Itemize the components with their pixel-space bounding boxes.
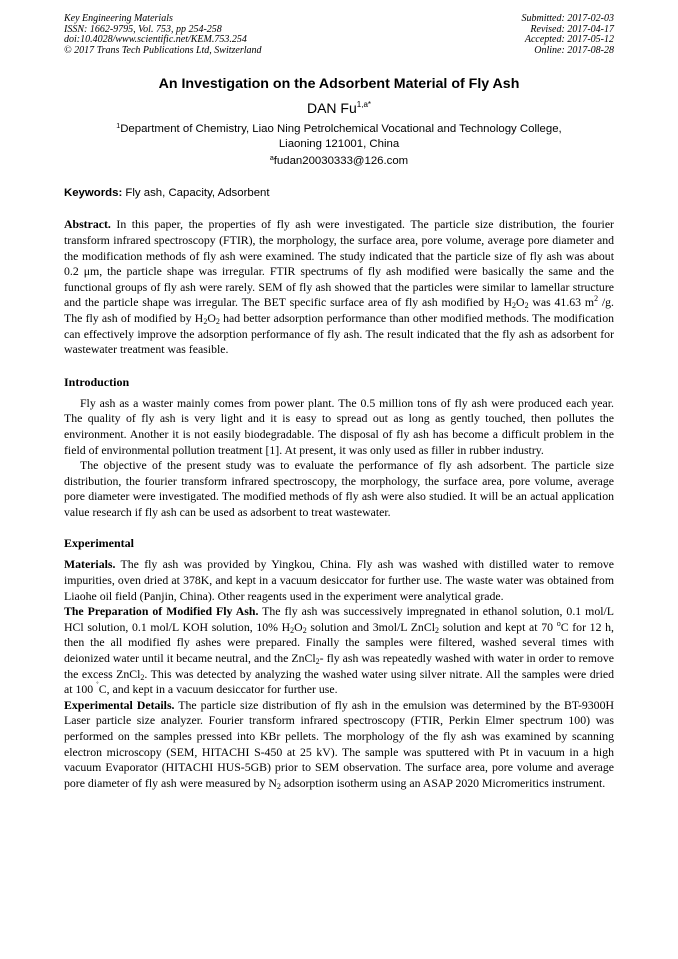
abstract-sup-1: 2 <box>594 294 599 304</box>
journal-info <box>64 14 262 56</box>
abstract-sub-1: 2 <box>512 301 517 311</box>
materials-paragraph <box>64 557 614 604</box>
introduction-heading: Introduction <box>64 374 130 389</box>
journal-name: Key Engineering Materials <box>64 13 173 24</box>
publication-dates <box>522 14 615 56</box>
prep-sup-1: o <box>556 618 561 628</box>
details-text-a: The particle size distribution of fly ash in the emulsion was determined by the BT-9300H Laser particle size analyzer. Fourier transform infrared spectroscopy (FTIR, Perkin Elmer spectrum 100) was performed on the samples pressed into KBr pellets. The morphology of the fly ash was examined by scanning electron microscopy (SEM, HITACHI S-450 at 25 kV). The sample was sputtered with Pt in vacuum in a high vacuum Evaporator (HITACHI HUS-5GB) prior to SEM observation. The surface area, pore volume and average pore diameter of fly ash were measured by N <box>64 697 615 790</box>
prep-text-e: C for 12 h, then the all modified fly ashes were prepared. Finally the samples were filtered, washed several times with deionized water until it became neutral, and the ZnCl <box>64 619 614 666</box>
abstract-text-3: was 41.63 m <box>528 295 595 310</box>
journal-copyright: © 2017 Trans Tech Publications Ltd, Switzerland <box>64 44 262 56</box>
date-online: Online: 2017-08-28 <box>534 44 614 56</box>
journal-header <box>64 14 614 56</box>
author-name: DAN Fu <box>306 100 357 117</box>
preparation-paragraph <box>64 604 614 698</box>
materials-text: The fly ash was provided by Yingkou, China. Fly ash was washed with distilled water to remove impurities, oven dried at 378K, and kept in a vacuum desiccator for further use. The waste water was obtained from Liaohe oil field (Panjin, China). Other reagents used in the experiment were analytical grade. <box>64 557 614 603</box>
prep-text-g: . This was detected by analyzing the washed water using silver nitrate. All the samples were dried at 100 <box>64 666 614 697</box>
affiliation-line1: Department of Chemistry, Liao Ning Petrolchemical Vocational and Technology College, <box>120 123 562 136</box>
prep-sub-3: 2 <box>434 625 439 635</box>
email-address: fudan20030333@126.com <box>273 155 409 168</box>
details-text-b: adsorption isotherm using an ASAP 2020 Micromeritics instrument. <box>280 775 606 790</box>
prep-text-c: solution and 3mol/L ZnCl <box>306 619 435 634</box>
author-email <box>64 155 614 167</box>
prep-text-d: solution and kept at 70 <box>438 619 557 634</box>
prep-text-f: - fly ash was repeatedly washed with water in order to remove the excess ZnCl <box>64 651 614 681</box>
prep-sub-1: 2 <box>290 625 295 635</box>
prep-sub-5: 2 <box>140 672 145 682</box>
details-paragraph <box>64 698 614 792</box>
journal-doi: doi:10.4028/www.scientific.net/KEM.753.254 <box>64 34 247 46</box>
experimental-heading: Experimental <box>64 536 134 551</box>
abstract-text-5: O <box>207 310 216 325</box>
abstract-text-4: /g. The fly ash of modified by H <box>64 295 614 325</box>
prep-sub-4: 2 <box>315 657 320 667</box>
prep-text-a: The fly ash was successively impregnated in ethanol solution, 0.1 mol/L HCl solution, 0.1 mol/L KOH solution, 10% H <box>64 604 614 634</box>
details-sub-1: 2 <box>276 781 281 791</box>
abstract <box>64 217 614 357</box>
date-accepted: Accepted: 2017-05-12 <box>524 34 614 46</box>
prep-sub-2: 2 <box>302 625 307 635</box>
affiliation-line2: Liaoning 121001, China <box>278 138 400 151</box>
author-marks: 1,a* <box>356 100 372 110</box>
abstract-sub-2: 2 <box>524 301 529 311</box>
materials-label: Materials. <box>64 557 116 572</box>
journal-issn: ISSN: 1662-9795, Vol. 753, pp 254-258 <box>64 23 222 35</box>
preparation-label: The Preparation of Modified Fly Ash. <box>64 604 259 619</box>
keywords <box>64 187 614 199</box>
abstract-label: Abstract. <box>64 217 111 232</box>
affiliation-mark: 1 <box>116 123 121 131</box>
introduction-paragraph-2: The objective of the present study was to evaluate the performance of fly ash adsorbent. The particle size distribution, the fourier transform infrared spectroscopy, the morphology, the surface area, pore volume, average pore diameter were investigated. The modified methods of fly ash were also studied. It will be an actual application value research if fly ash can be used as adsorbent to treat wastewater. <box>64 458 614 519</box>
prep-sup-2: ˚ <box>96 681 99 691</box>
affiliation <box>64 122 614 152</box>
paper-title: An Investigation on the Adsorbent Material of Fly Ash <box>158 76 520 93</box>
keywords-text: Fly ash, Capacity, Adsorbent <box>122 187 270 200</box>
prep-text-b: O <box>294 619 303 634</box>
introduction-paragraph-1: Fly ash as a waster mainly comes from power plant. The 0.5 million tons of fly ash were produced each year. The quality of fly ash is very light and it is easy to spread out as long as gently touched, then pollutes the environment. Another it is not easily biodegradable. The disposal of fly ash has become a difficult problem in the field of environmental pollution treatment [1]. At present, it was only used as filler in rubber industry. <box>64 395 614 457</box>
prep-text-h: C, and kept in a vacuum desiccator for further use. <box>98 682 338 697</box>
abstract-text-2: O <box>516 295 525 310</box>
keywords-label: Keywords: <box>64 187 123 200</box>
paper-page <box>64 14 614 791</box>
abstract-sub-4: 2 <box>215 316 220 326</box>
abstract-text-1: In this paper, the properties of fly ash were investigated. The particle size distribution, the fourier transform infrared spectroscopy (FTIR), the morphology, the surface area, pore volume, average pore diameter and the modification methods of fly ash were examined. The study indicated that the particle size of fly ash was about 0.2 μm, the particle shape was irregular. FTIR spectrums of fly ash modified were basically the same and the functional groups of fly ash were rarely. SEM of fly ash showed that the particles were similar to lamellar structure and the particle shape was irregular. The BET specific surface area of fly ash modified by H <box>64 217 614 310</box>
date-revised: Revised: 2017-04-17 <box>530 23 614 35</box>
details-label: Experimental Details. <box>64 697 175 712</box>
author-line <box>64 100 614 116</box>
abstract-sub-3: 2 <box>203 316 208 326</box>
email-mark: a <box>269 155 274 163</box>
date-submitted: Submitted: 2017-02-03 <box>521 13 614 24</box>
abstract-text-6: had better adsorption performance than other modified methods. The modification can effectively improve the adsorption performance of fly ash. The result indicated that the fly ash as adsorbent for wastewater treatment was feasible. <box>64 310 614 357</box>
